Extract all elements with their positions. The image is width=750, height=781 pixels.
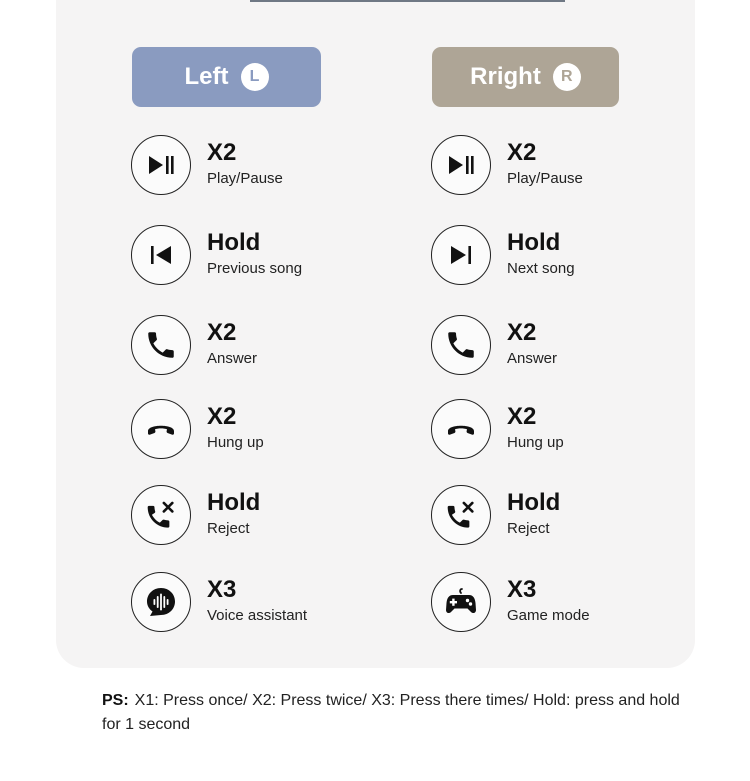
press-count: X2 bbox=[207, 319, 237, 346]
left-earbud-header bbox=[132, 47, 321, 107]
press-count: X2 bbox=[507, 403, 537, 430]
hang-up-icon bbox=[131, 399, 191, 459]
action-label: Answer bbox=[507, 350, 558, 367]
reject-call-icon bbox=[431, 485, 491, 545]
left-row-voice-assistant bbox=[131, 572, 391, 634]
play-pause-icon bbox=[131, 135, 191, 195]
left-row-play-pause bbox=[131, 135, 391, 197]
action-label: Answer bbox=[207, 350, 258, 367]
action-label: Voice assistant bbox=[207, 607, 308, 624]
left-row-previous-song bbox=[131, 225, 391, 287]
hang-up-icon bbox=[431, 399, 491, 459]
next-track-icon bbox=[431, 225, 491, 285]
press-count: X3 bbox=[507, 576, 537, 603]
action-label: Previous song bbox=[207, 260, 303, 277]
action-label: Reject bbox=[207, 520, 250, 537]
press-count: X2 bbox=[207, 403, 237, 430]
phone-icon bbox=[431, 315, 491, 375]
action-label: Hung up bbox=[507, 434, 564, 451]
previous-track-icon bbox=[131, 225, 191, 285]
action-label: Hung up bbox=[207, 434, 264, 451]
press-count: Hold bbox=[507, 489, 561, 516]
action-label: Play/Pause bbox=[207, 170, 283, 187]
left-row-hung-up bbox=[131, 399, 391, 461]
footnote bbox=[102, 689, 682, 737]
press-count: Hold bbox=[207, 489, 261, 516]
gamepad-icon bbox=[431, 572, 491, 632]
press-count: X2 bbox=[507, 319, 537, 346]
right-row-reject bbox=[431, 485, 691, 547]
right-row-next-song bbox=[431, 225, 691, 287]
reject-call-icon bbox=[131, 485, 191, 545]
right-earbud-header bbox=[432, 47, 619, 107]
footnote-label: PS: bbox=[102, 692, 129, 709]
press-count: X2 bbox=[507, 139, 537, 166]
left-row-reject bbox=[131, 485, 391, 547]
right-header-label: Rright bbox=[470, 63, 541, 90]
right-row-answer bbox=[431, 315, 691, 377]
press-count: X3 bbox=[207, 576, 237, 603]
right-row-play-pause bbox=[431, 135, 691, 197]
left-header-label: Left bbox=[184, 63, 229, 90]
left-row-answer bbox=[131, 315, 391, 377]
action-label: Play/Pause bbox=[507, 170, 583, 187]
press-count: Hold bbox=[507, 229, 561, 256]
left-badge: L bbox=[241, 63, 269, 91]
action-label: Game mode bbox=[507, 607, 590, 624]
right-row-game-mode bbox=[431, 572, 691, 634]
right-row-hung-up bbox=[431, 399, 691, 461]
top-divider bbox=[250, 0, 565, 2]
action-label: Next song bbox=[507, 260, 575, 277]
press-count: Hold bbox=[207, 229, 261, 256]
play-pause-icon bbox=[431, 135, 491, 195]
phone-icon bbox=[131, 315, 191, 375]
action-label: Reject bbox=[507, 520, 550, 537]
voice-assistant-icon bbox=[131, 572, 191, 632]
footnote-text: X1: Press once/ X2: Press twice/ X3: Press there times/ Hold: press and hold for 1 second bbox=[102, 692, 680, 733]
right-badge: R bbox=[553, 63, 581, 91]
press-count: X2 bbox=[207, 139, 237, 166]
